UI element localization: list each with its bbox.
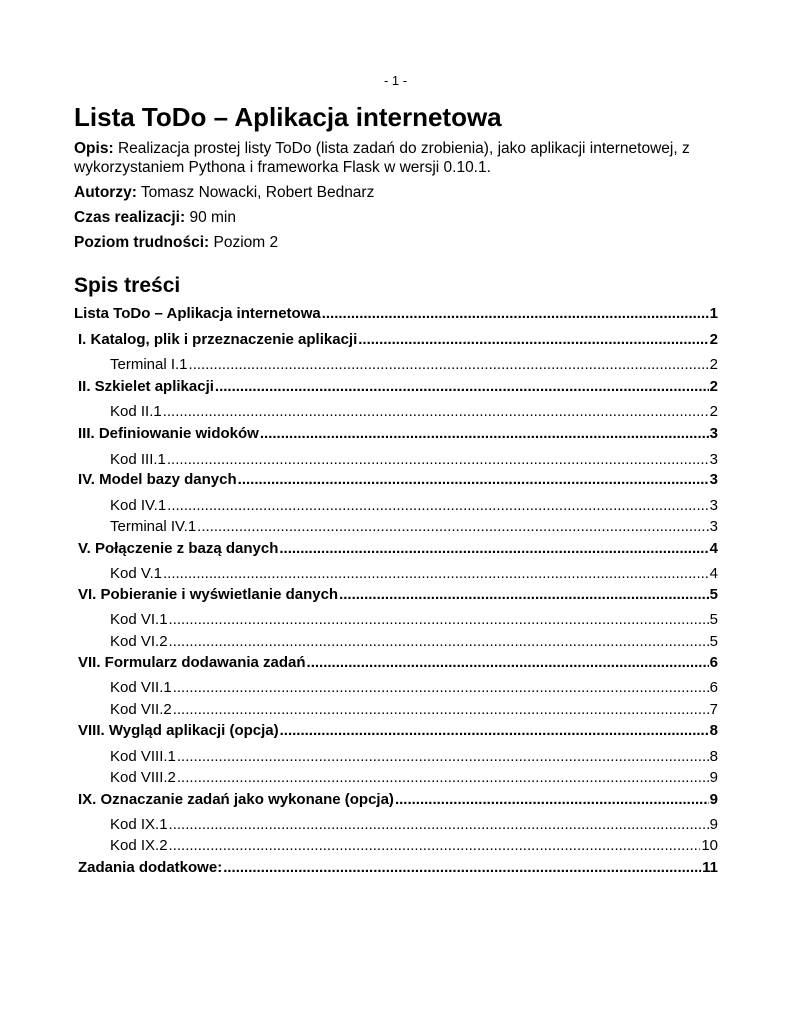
page-number: - 1 - [383, 73, 408, 88]
toc-entry-page: 2 [709, 356, 718, 373]
toc-entry-title: Kod V.1 [110, 565, 162, 582]
toc-dot-leader [173, 678, 709, 698]
toc-entry[interactable] [110, 632, 718, 652]
toc-entry-page: 4 [709, 540, 718, 557]
authors-paragraph [74, 183, 724, 202]
toc-entry[interactable] [110, 768, 718, 788]
toc-entry-page: 3 [709, 471, 718, 488]
toc-entry-title: Terminal IV.1 [110, 518, 197, 535]
toc-entry-page: 6 [709, 679, 718, 696]
toc-entry[interactable] [78, 377, 718, 397]
toc-entry-title: Kod II.1 [110, 403, 162, 420]
toc-entry-page: 1 [709, 305, 718, 322]
toc-dot-leader [260, 424, 709, 444]
toc-entry[interactable] [110, 610, 718, 630]
toc-entry-title: Kod IV.1 [110, 497, 167, 514]
toc-entry-page: 3 [709, 451, 718, 468]
level-label: Poziom trudności: [74, 234, 210, 251]
toc-entry-page: 6 [709, 654, 718, 671]
toc-entry-page: 7 [709, 701, 718, 718]
toc-entry[interactable] [78, 539, 718, 559]
toc-entry[interactable] [110, 700, 718, 720]
toc-entry-page: 2 [709, 403, 718, 420]
toc-entry-page: 4 [709, 565, 718, 582]
toc-entry-page: 5 [709, 586, 718, 603]
toc-entry-title: Lista ToDo – Aplikacja internetowa [74, 305, 321, 322]
toc-dot-leader [307, 653, 709, 673]
toc-entry[interactable] [110, 355, 718, 375]
toc-entry-page: 5 [709, 611, 718, 628]
level-text: Poziom 2 [213, 234, 279, 251]
toc-entry[interactable] [78, 330, 718, 350]
toc-entry-title: Kod VII.2 [110, 701, 172, 718]
toc-entry-title: Kod VIII.1 [110, 748, 176, 765]
toc-dot-leader [169, 815, 709, 835]
toc-entry[interactable] [78, 721, 718, 741]
toc-dot-leader [395, 790, 709, 810]
toc-dot-leader [197, 517, 709, 537]
time-label: Czas realizacji: [74, 209, 186, 226]
toc-dot-leader [358, 330, 708, 350]
toc-entry-page: 5 [709, 633, 718, 650]
toc-entry-title: VI. Pobieranie i wyświetlanie danych [78, 586, 339, 603]
toc-entry-page: 9 [709, 769, 718, 786]
toc-entry[interactable] [78, 424, 718, 444]
toc-entry-title: I. Katalog, plik i przeznaczenie aplikacji [78, 331, 358, 348]
toc-dot-leader [339, 585, 709, 605]
toc-entry-page: 8 [709, 748, 718, 765]
toc-dot-leader [238, 470, 709, 490]
toc-dot-leader [167, 450, 709, 470]
toc-entry[interactable] [110, 496, 718, 516]
toc-entry-page: 9 [709, 791, 718, 808]
time-text: 90 min [189, 209, 236, 226]
toc-entry-page: 9 [709, 816, 718, 833]
toc-entry[interactable] [78, 585, 718, 605]
toc-entry-title: Kod VI.2 [110, 633, 168, 650]
toc-dot-leader [177, 747, 709, 767]
toc-dot-leader [177, 768, 709, 788]
toc-entry[interactable] [110, 678, 718, 698]
toc-dot-leader [189, 355, 709, 375]
toc-dot-leader [322, 304, 709, 324]
toc-entry-title: VIII. Wygląd aplikacji (opcja) [78, 722, 279, 739]
toc-entry[interactable] [110, 815, 718, 835]
toc-dot-leader [223, 858, 701, 878]
authors-label: Autorzy: [74, 184, 137, 201]
description-paragraph [74, 139, 724, 177]
toc-dot-leader [173, 700, 709, 720]
toc-dot-leader [279, 539, 708, 559]
toc-entry[interactable] [78, 653, 718, 673]
toc-entry-title: Kod VIII.2 [110, 769, 176, 786]
time-paragraph [74, 208, 724, 227]
toc-dot-leader [169, 836, 701, 856]
toc-entry-page: 8 [709, 722, 718, 739]
toc-dot-leader [215, 377, 709, 397]
toc-entry[interactable] [110, 836, 718, 856]
toc-entry[interactable] [78, 470, 718, 490]
toc-entry-title: IX. Oznaczanie zadań jako wykonane (opcja) [78, 791, 394, 808]
toc-entry[interactable] [110, 402, 718, 422]
toc-dot-leader [167, 496, 708, 516]
toc-entry-title: Zadania dodatkowe: [78, 859, 223, 876]
toc-entry-title: Kod IX.2 [110, 837, 168, 854]
toc-entry-page: 11 [702, 859, 718, 876]
toc-heading: Spis treści [74, 274, 181, 297]
toc-dot-leader [169, 610, 709, 630]
level-paragraph [74, 233, 724, 252]
toc-entry-title: Terminal I.1 [110, 356, 188, 373]
toc-entry-title: V. Połączenie z bazą danych [78, 540, 279, 557]
toc-entry-title: VII. Formularz dodawania zadań [78, 654, 306, 671]
description-text: Realizacja prostej listy ToDo (lista zadań do zrobienia), jako aplikacji internetowej, z wykorzystaniem Pythona i frameworka Flask w wersji 0.10.1. [74, 140, 690, 176]
toc-entry-page: 2 [709, 378, 718, 395]
toc-entry[interactable] [110, 517, 718, 537]
toc-dot-leader [169, 632, 709, 652]
toc-entry[interactable] [78, 790, 718, 810]
toc-entry-page: 3 [709, 518, 718, 535]
toc-dot-leader [163, 402, 709, 422]
toc-entry-title: Kod VI.1 [110, 611, 168, 628]
toc-entry[interactable] [110, 564, 718, 584]
authors-text: Tomasz Nowacki, Robert Bednarz [140, 184, 375, 201]
document-title: Lista ToDo – Aplikacja internetowa [74, 102, 502, 132]
toc-entry-title: IV. Model bazy danych [78, 471, 237, 488]
toc-entry[interactable] [110, 450, 718, 470]
toc-entry-title: Kod VII.1 [110, 679, 172, 696]
toc-dot-leader [163, 564, 709, 584]
toc-entry-title: Kod III.1 [110, 451, 166, 468]
toc-entry[interactable] [110, 747, 718, 767]
toc-entry[interactable] [74, 304, 718, 324]
toc-dot-leader [280, 721, 709, 741]
toc-entry-title: II. Szkielet aplikacji [78, 378, 214, 395]
toc-entry-title: Kod IX.1 [110, 816, 168, 833]
description-label: Opis: [74, 140, 114, 157]
toc-entry-page: 2 [709, 331, 718, 348]
toc-entry[interactable] [78, 858, 718, 878]
toc-entry-page: 3 [709, 425, 718, 442]
toc-entry-title: III. Definiowanie widoków [78, 425, 259, 442]
toc-entry-page: 10 [701, 837, 718, 854]
toc-entry-page: 3 [709, 497, 718, 514]
